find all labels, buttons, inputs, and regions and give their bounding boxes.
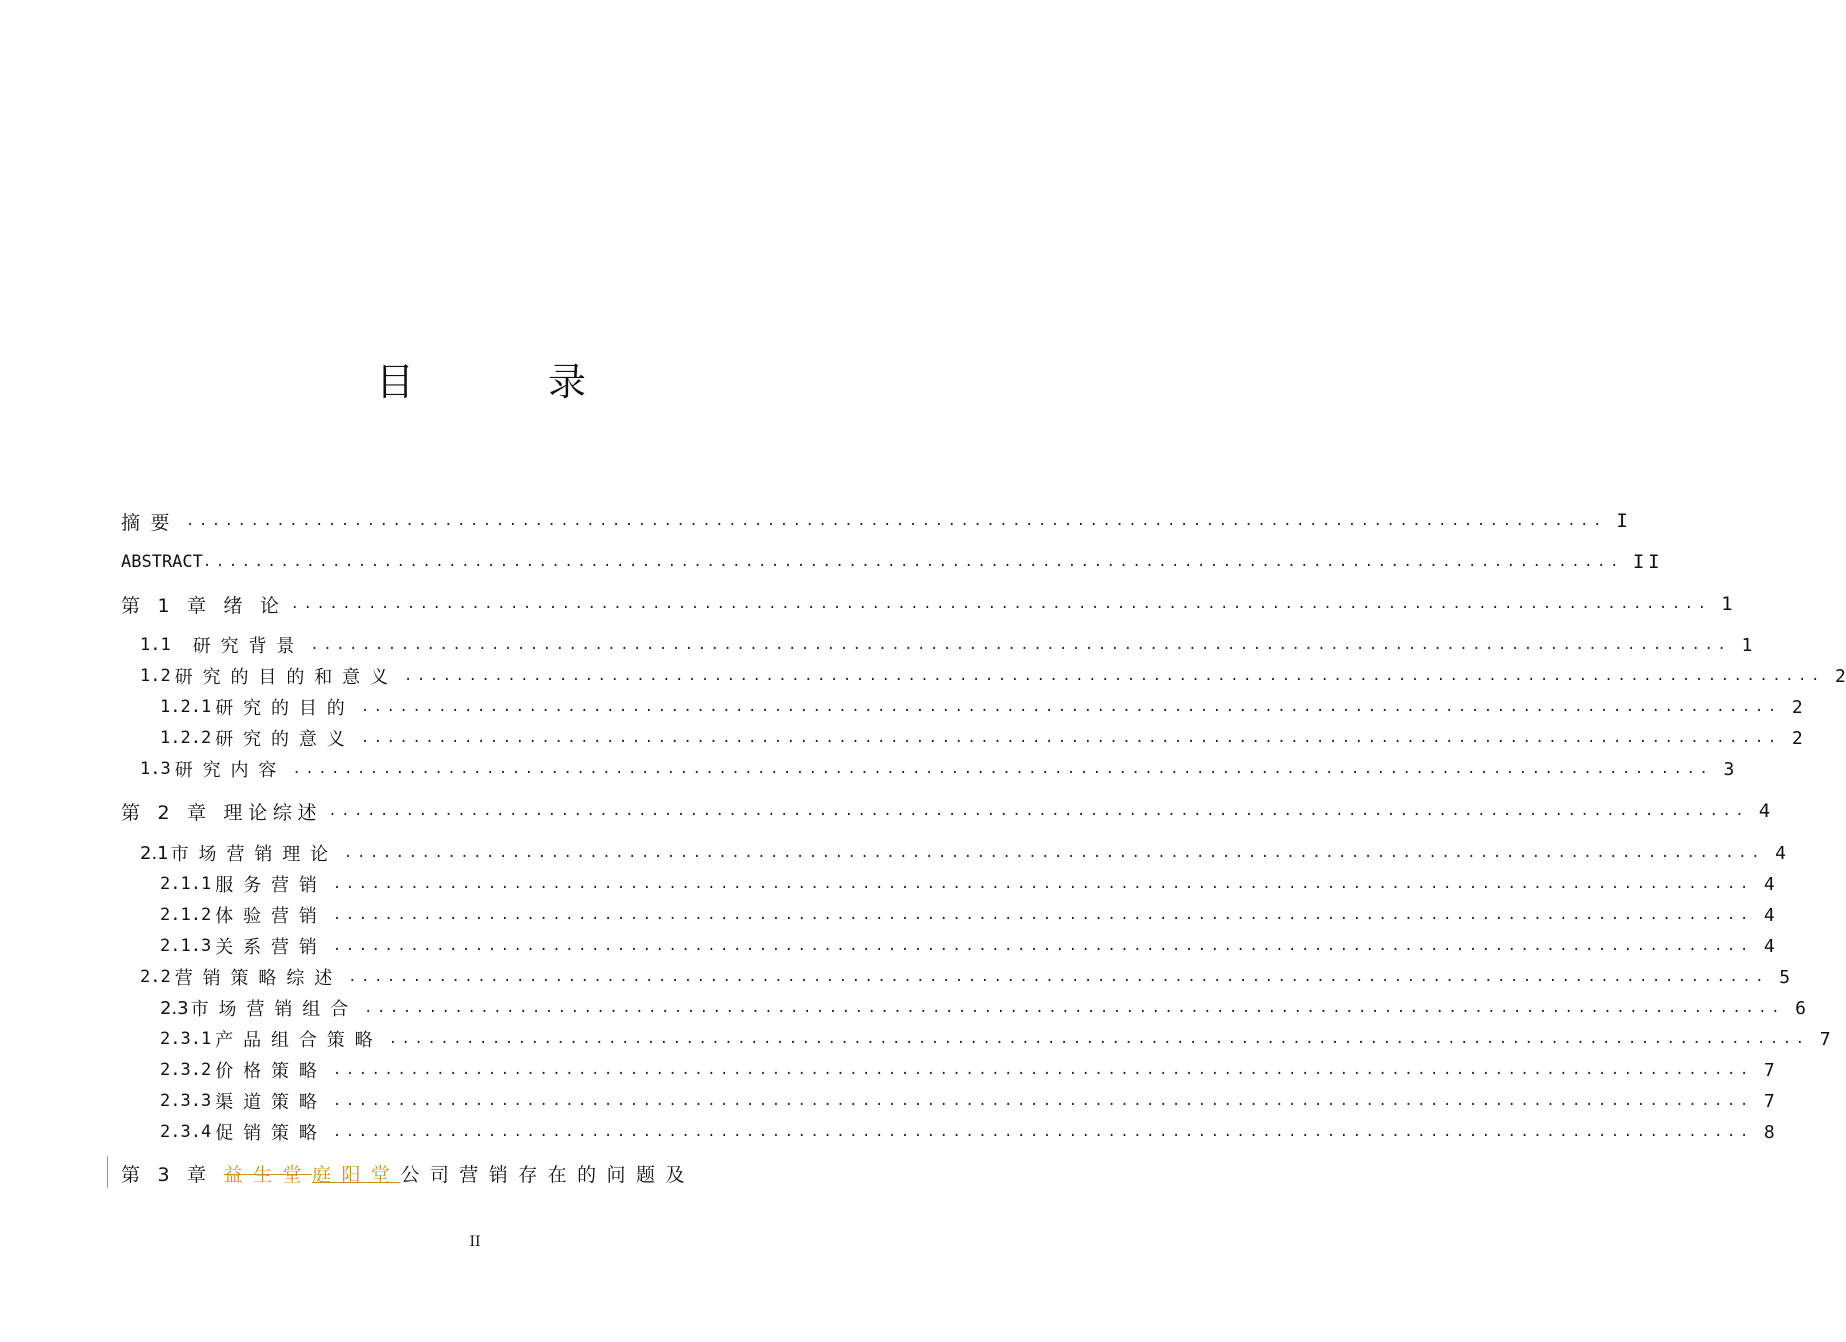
toc-entry-chapter-2[interactable] — [121, 796, 1771, 826]
toc-page-number: 3 — [1723, 758, 1735, 780]
toc-entry-label: 摘要 — [121, 511, 180, 534]
dot-leader: .............................................................................................................. — [332, 1093, 1753, 1109]
toc-page-number: 7 — [1763, 1059, 1775, 1081]
page-footer-number: II — [469, 1234, 481, 1250]
dot-leader: .............................................................................................................. — [332, 876, 1753, 892]
dot-leader: .............................................................................................................. — [344, 845, 1765, 861]
deleted-revision-text: 益生堂 — [223, 1163, 313, 1186]
toc-entry-2-3-4[interactable] — [160, 1117, 1775, 1147]
toc-page-number: 1 — [1721, 593, 1733, 615]
section-number: 2.3.2 — [160, 1060, 212, 1080]
toc-entry-2-1-1[interactable] — [160, 869, 1775, 899]
toc-entry-chapter-3[interactable] — [121, 1158, 695, 1188]
dot-leader: .............................................................................................................. — [348, 969, 1769, 985]
dot-leader: .............................................................................................................. — [185, 513, 1606, 529]
dot-leader: .............................................................................................................. — [332, 938, 1753, 954]
toc-page-number: 5 — [1779, 966, 1791, 988]
toc-entry-label: 市场营销理论 — [170, 844, 339, 865]
toc-page-number: 2 — [1835, 665, 1846, 687]
section-number: 1.1 — [140, 635, 171, 655]
dot-leader: .............................................................................................................. — [364, 1000, 1785, 1016]
toc-entry-label: 研究的目的和意义 — [174, 667, 398, 688]
inserted-revision-text: 庭阳堂 — [312, 1163, 401, 1186]
toc-entry-2-2[interactable] — [140, 962, 1791, 992]
toc-entry-label: 促销策略 — [215, 1123, 327, 1144]
toc-page-number: 4 — [1775, 842, 1787, 864]
toc-entry-label: ABSTRACT — [121, 552, 203, 572]
chapter-prefix: 第 3 章 — [121, 1163, 212, 1186]
toc-entry-label: 产品组合策略 — [215, 1030, 383, 1051]
toc-page-number: 7 — [1763, 1090, 1775, 1112]
toc-page-number: 4 — [1763, 935, 1775, 957]
toc-entry-label: 营销策略综述 — [174, 968, 343, 989]
section-number: 2.1.2 — [160, 905, 212, 925]
toc-entry-2-3-2[interactable] — [160, 1055, 1775, 1085]
toc-entry-1-2-1[interactable] — [160, 692, 1803, 722]
toc-page-number: 8 — [1763, 1121, 1775, 1143]
toc-entry-1-1[interactable] — [140, 630, 1753, 660]
section-number: 2.1.3 — [160, 936, 212, 956]
toc-entry-label: 价格策略 — [215, 1061, 327, 1082]
section-number: 2.1.1 — [160, 874, 212, 894]
toc-page-number: 7 — [1819, 1028, 1831, 1050]
toc-entry-1-2-2[interactable] — [160, 723, 1803, 753]
section-number: 2.3.1 — [160, 1029, 212, 1049]
toc-entry-label: 公司营销存在的问题及 — [400, 1163, 695, 1186]
toc-entry-label: 第 1 章 绪 论 — [121, 594, 285, 617]
toc-page-number: 4 — [1763, 904, 1775, 926]
section-number: 2.3.4 — [160, 1122, 212, 1142]
toc-page-number: 2 — [1791, 696, 1803, 718]
toc-title-char-2: 录 — [548, 360, 587, 404]
dot-leader: .............................................................................................................. — [388, 1031, 1809, 1047]
toc-page-number: 2 — [1791, 727, 1803, 749]
toc-entry-2-3-1[interactable] — [160, 1024, 1831, 1054]
toc-entry-2-1[interactable] — [140, 838, 1787, 868]
toc-entry-2-1-2[interactable] — [160, 900, 1775, 930]
section-number: 1.3 — [140, 759, 171, 779]
toc-page-number: 4 — [1763, 873, 1775, 895]
toc-entry-label: 研究内容 — [174, 760, 287, 781]
toc-page-number: 4 — [1758, 800, 1771, 822]
dot-leader: .............................................................................................................. — [332, 1062, 1753, 1078]
dot-leader: .............................................................................................................. — [403, 668, 1824, 684]
toc-entry-chapter-1[interactable] — [121, 589, 1733, 619]
toc-entry-label: 市场营销组合 — [190, 999, 359, 1020]
section-number: 1.2.2 — [160, 728, 212, 748]
section-number: 1.2.1 — [160, 697, 212, 717]
toc-entry-2-3-3[interactable] — [160, 1086, 1775, 1116]
dot-leader: .............................................................................................................. — [202, 554, 1623, 570]
toc-entry-label: 第 2 章 理论综述 — [121, 801, 323, 824]
toc-page-number: 6 — [1795, 997, 1807, 1019]
toc-entry-label: 渠道策略 — [215, 1092, 327, 1113]
section-number: 2.2 — [140, 967, 171, 987]
section-number: 2.3 — [160, 997, 189, 1019]
dot-leader: .............................................................................................................. — [328, 803, 1749, 819]
toc-entry-1-3[interactable] — [140, 754, 1735, 784]
toc-entry-1-2[interactable] — [140, 661, 1846, 691]
toc-entry-label: 服务营销 — [215, 875, 327, 896]
toc-entry-label: 研究背景 — [192, 636, 305, 657]
toc-entry-2-1-3[interactable] — [160, 931, 1775, 961]
toc-entry-abstract-cn[interactable] — [121, 506, 1628, 536]
dot-leader: .............................................................................................................. — [332, 907, 1753, 923]
toc-title-char-1: 目 — [376, 360, 415, 404]
dot-leader: .............................................................................................................. — [310, 637, 1731, 653]
dot-leader: .............................................................................................................. — [290, 596, 1711, 612]
toc-entry-label: 关系营销 — [215, 937, 327, 958]
dot-leader: .............................................................................................................. — [360, 730, 1781, 746]
toc-entry-label: 研究的意义 — [215, 729, 355, 750]
revision-change-bar — [107, 1156, 108, 1188]
toc-page-number: II — [1632, 551, 1664, 573]
dot-leader: .............................................................................................................. — [332, 1124, 1753, 1140]
toc-entry-label: 研究的目的 — [215, 698, 355, 719]
toc-page-number: I — [1616, 510, 1628, 532]
toc-entry-2-3[interactable] — [160, 993, 1807, 1023]
section-number: 2.3.3 — [160, 1091, 212, 1111]
toc-page-number: 1 — [1741, 634, 1753, 656]
section-number: 2.1 — [140, 842, 169, 864]
toc-entry-label: 体验营销 — [215, 906, 327, 927]
dot-leader: .............................................................................................................. — [360, 699, 1781, 715]
toc-entry-abstract-en[interactable] — [121, 547, 1664, 577]
dot-leader: .............................................................................................................. — [292, 761, 1713, 777]
section-number: 1.2 — [140, 666, 171, 686]
